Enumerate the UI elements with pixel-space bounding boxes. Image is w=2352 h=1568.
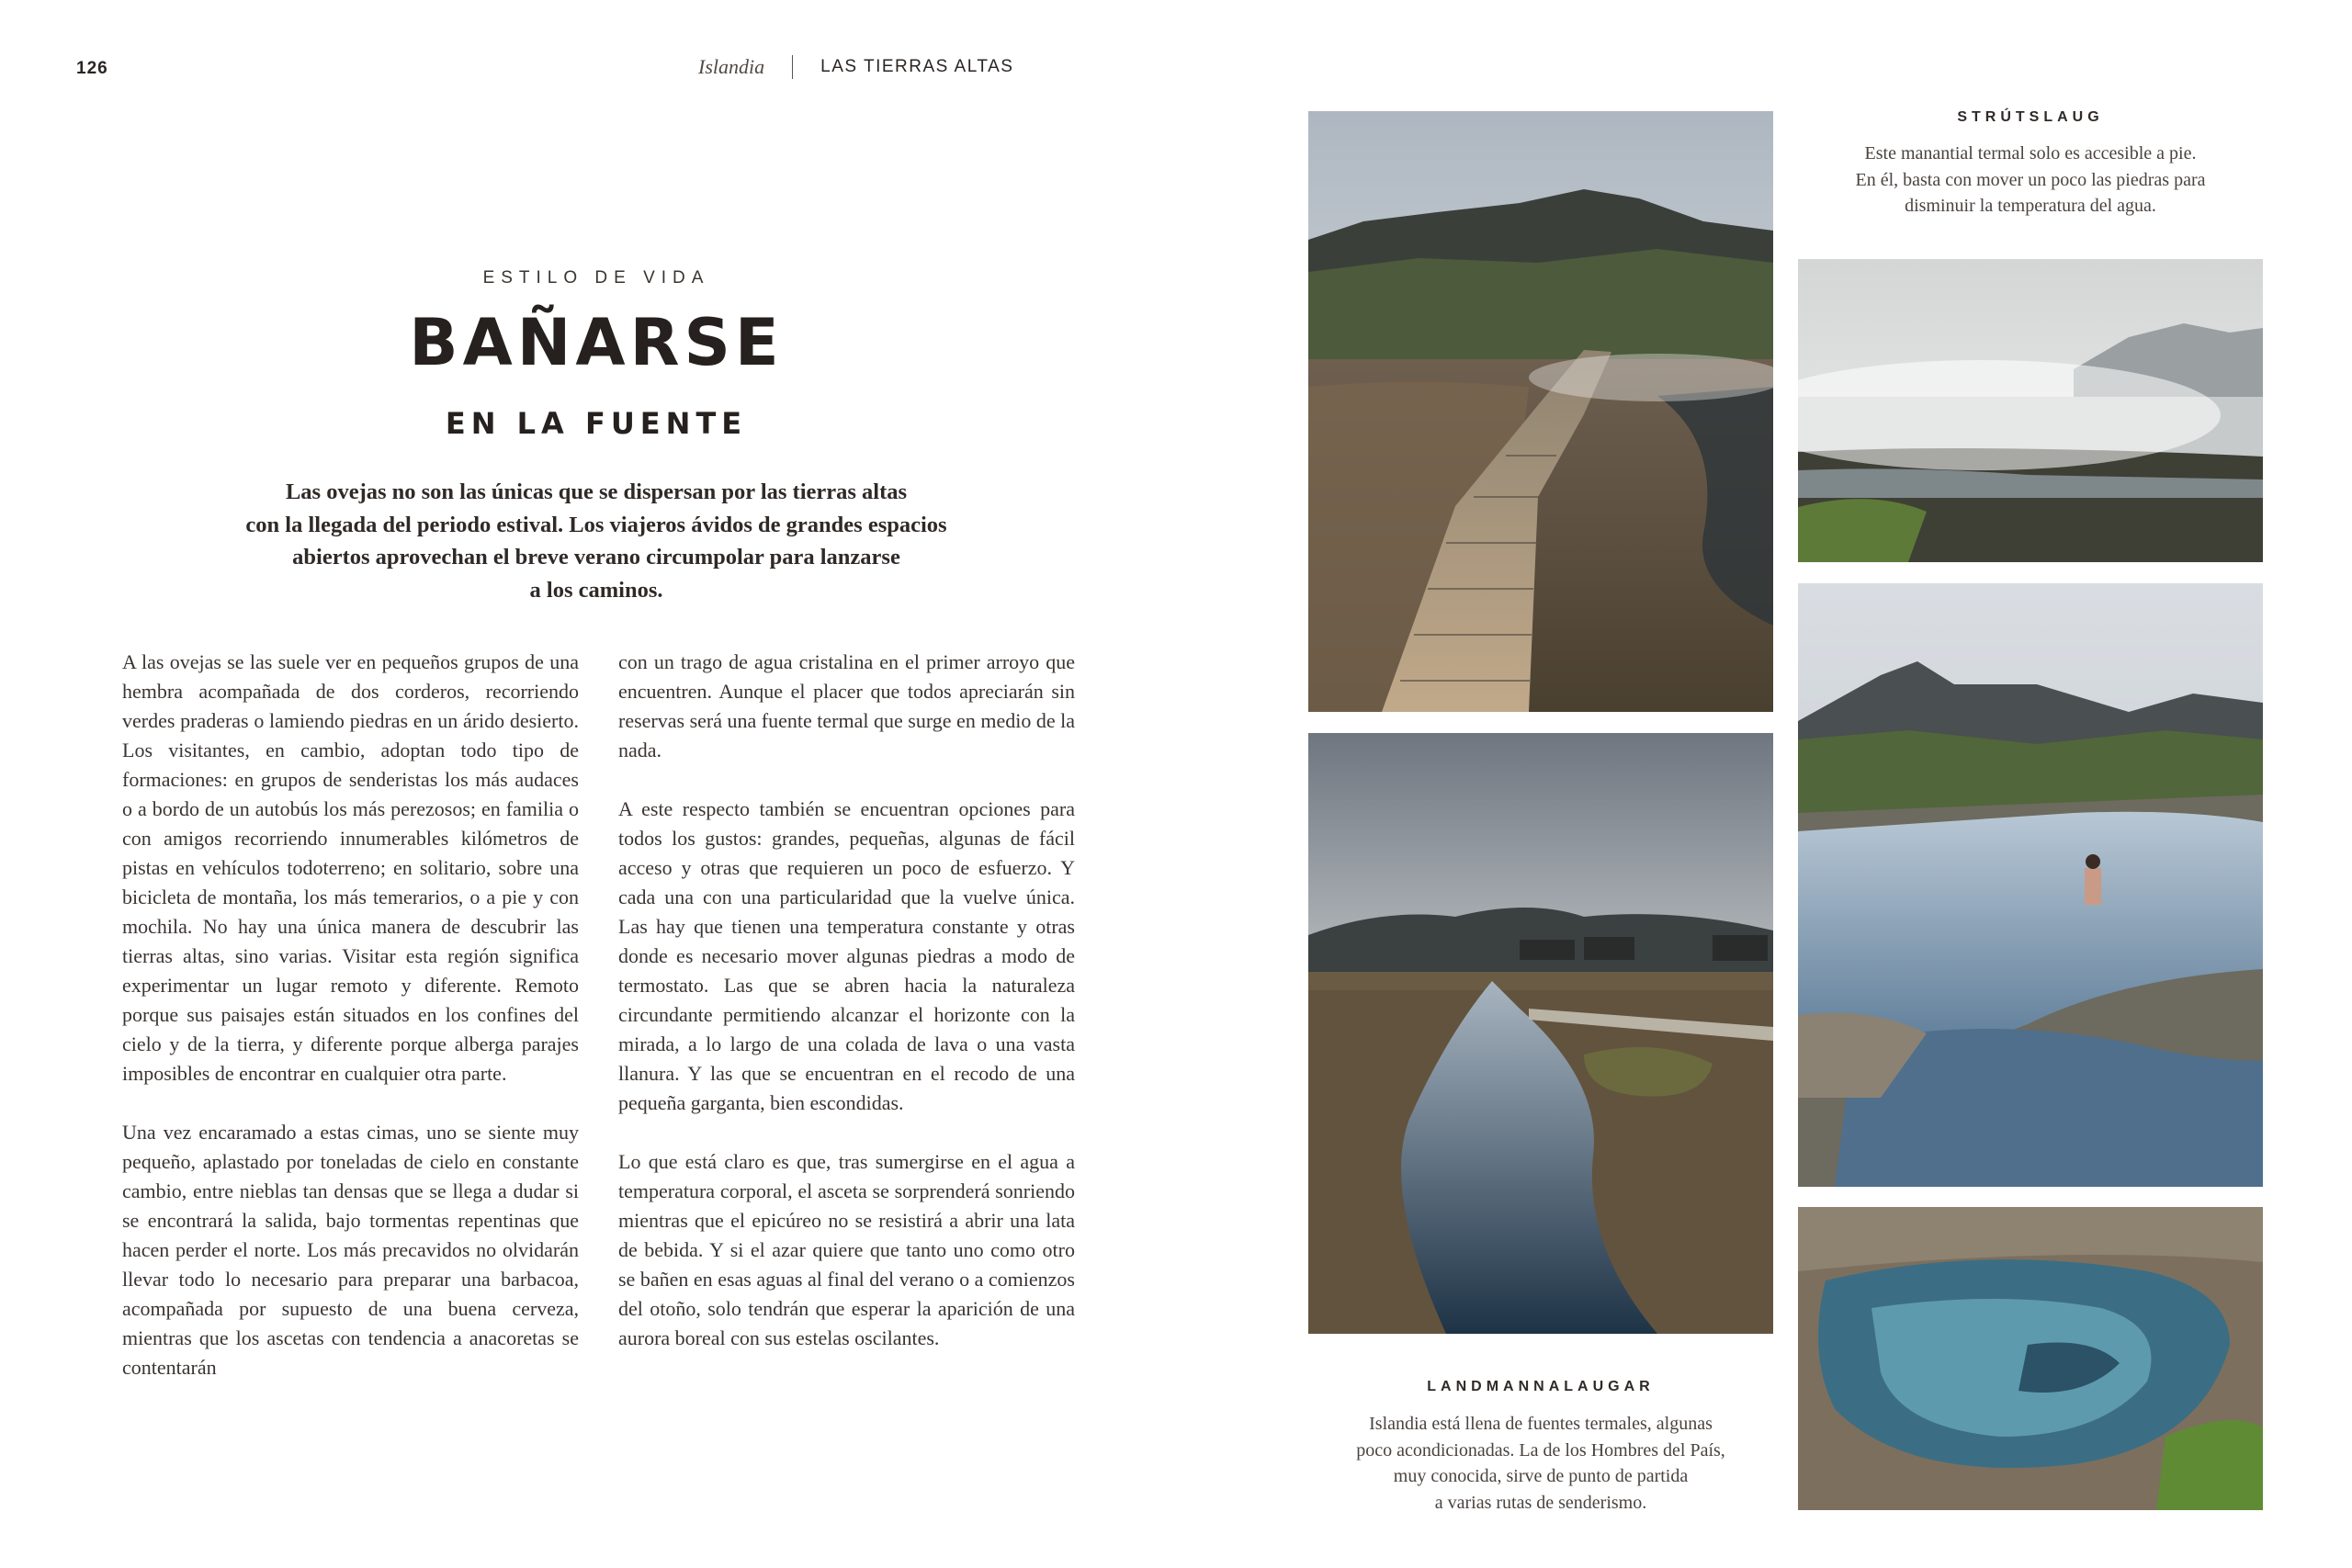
caption-line: muy conocida, sirve de punto de partida	[1393, 1466, 1689, 1486]
running-head	[698, 55, 1341, 79]
article-subtitle: EN LA FUENTE	[445, 406, 748, 441]
header-divider	[792, 55, 793, 79]
caption-line: a varias rutas de senderismo.	[1434, 1492, 1647, 1513]
book-title: Islandia	[698, 55, 765, 78]
caption-line: disminuir la temperatura del agua.	[1905, 196, 2156, 216]
body-paragraph: Una vez encaramado a estas cimas, uno se siente muy pequeño, aplastado por toneladas de cielo en constante cambio, entre nieblas tan densas que se llega a dudar si se encontrará la salida, bajo tormentas repentinas que hacen perder el norte. Los más precavidos no olvidarán llevar todo lo necesario para preparar una barbacoa, acompañada por supuesto de una buena cerveza, mientras que los ascetas con tendencia a anacoretas se contentarán	[122, 1121, 579, 1379]
photo-boardwalk	[1308, 111, 1773, 712]
caption-line: En él, basta con mover un poco las piedras para	[1855, 169, 2206, 190]
lead-line: abiertos aprovechan el breve verano circumpolar para lanzarse	[292, 545, 900, 570]
body-paragraph: con un trago de agua cristalina en el primer arroyo que encuentren. Aunque el placer que todos apreciarán sin reservas será una fuente termal que surge en medio de la nada.	[618, 650, 1075, 761]
photo-stream	[1308, 733, 1773, 1334]
article-title: BAÑARSE	[409, 305, 784, 380]
caption-landmannalaugar	[1308, 1411, 1773, 1516]
chapter-title: LAS TIERRAS ALTAS	[820, 57, 1014, 76]
page-number: 126	[76, 59, 108, 78]
body-paragraph: A este respecto también se encuentran opciones para todos los gustos: grandes, pequeñas, algunas de fácil acceso y otras que requieren un poco de esfuerzo. Y cada una con una particularidad que la vuelve única. Las hay que tienen una temperatura constante y otras donde es necesario mover algunas piedras a modo de termostato. Las que se abren hacia la naturaleza circundante permitiendo alcanzar el horizonte con la mirada, a lo largo de una colada de lava o una vasta llanura. Y las que se encuentran en el recodo de una pequeña garganta, bien escondidas.	[618, 797, 1075, 1114]
caption-line: Este manantial termal solo es accesible a pie.	[1864, 143, 2197, 164]
section-kicker: ESTILO DE VIDA	[482, 268, 710, 288]
caption-strutslaug-title: STRÚTSLAUG	[1957, 109, 2104, 125]
caption-landmannalaugar-title: LANDMANNALAUGAR	[1427, 1379, 1655, 1394]
photo-misty-spring	[1798, 259, 2263, 562]
lead-line: a los caminos.	[529, 577, 663, 603]
body-column-1	[122, 648, 579, 1412]
lead-line: con la llegada del periodo estival. Los viajeros ávidos de grandes espacios	[245, 512, 947, 537]
body-column-2	[618, 648, 1075, 1382]
photo-river-bather	[1798, 583, 2263, 1187]
lead-line: Las ovejas no son las únicas que se dispersan por las tierras altas	[285, 479, 908, 504]
caption-strutslaug	[1798, 141, 2263, 220]
body-paragraph: A las ovejas se las suele ver en pequeños grupos de una hembra acompañada de dos corderos, recorriendo verdes praderas o lamiendo piedras en un árido desierto. Los visitantes, en cambio, adoptan todo tipo de formaciones: en grupos de senderistas los más audaces o a bordo de un autobús los más perezosos; en familia o con amigos recorriendo innumerables kilómetros de pistas en vehículos todoterreno; en solitario, sobre una bicicleta de montaña, los más temerarios, o a pie y con mochila. No hay una única manera de descubrir las tierras altas, sino varias. Visitar esta región significa experimentar un lugar remoto y diferente. Remoto porque sus paisajes están situados en los confines del cielo y de la tierra, y diferente porque alberga parajes imposibles de encontrar en cualquier otra parte.	[122, 650, 579, 1085]
body-paragraph: Lo que está claro es que, tras sumergirse en el agua a temperatura corporal, el asceta se sorprenderá sonriendo mientras que el epicúreo no se resistirá a abrir una lata de bebida. Y si el azar quiere que tanto uno como otro se bañen en esas aguas al final del verano o a comienzos del otoño, solo tendrán que esperar la aparición de una aurora boreal con sus estelas oscilantes.	[618, 1150, 1075, 1349]
caption-line: poco acondicionadas. La de los Hombres del País,	[1356, 1439, 1725, 1461]
caption-line: Islandia está llena de fuentes termales, algunas	[1369, 1414, 1713, 1434]
photo-turquoise-pool	[1798, 1207, 2263, 1510]
lead-paragraph	[184, 476, 1009, 606]
